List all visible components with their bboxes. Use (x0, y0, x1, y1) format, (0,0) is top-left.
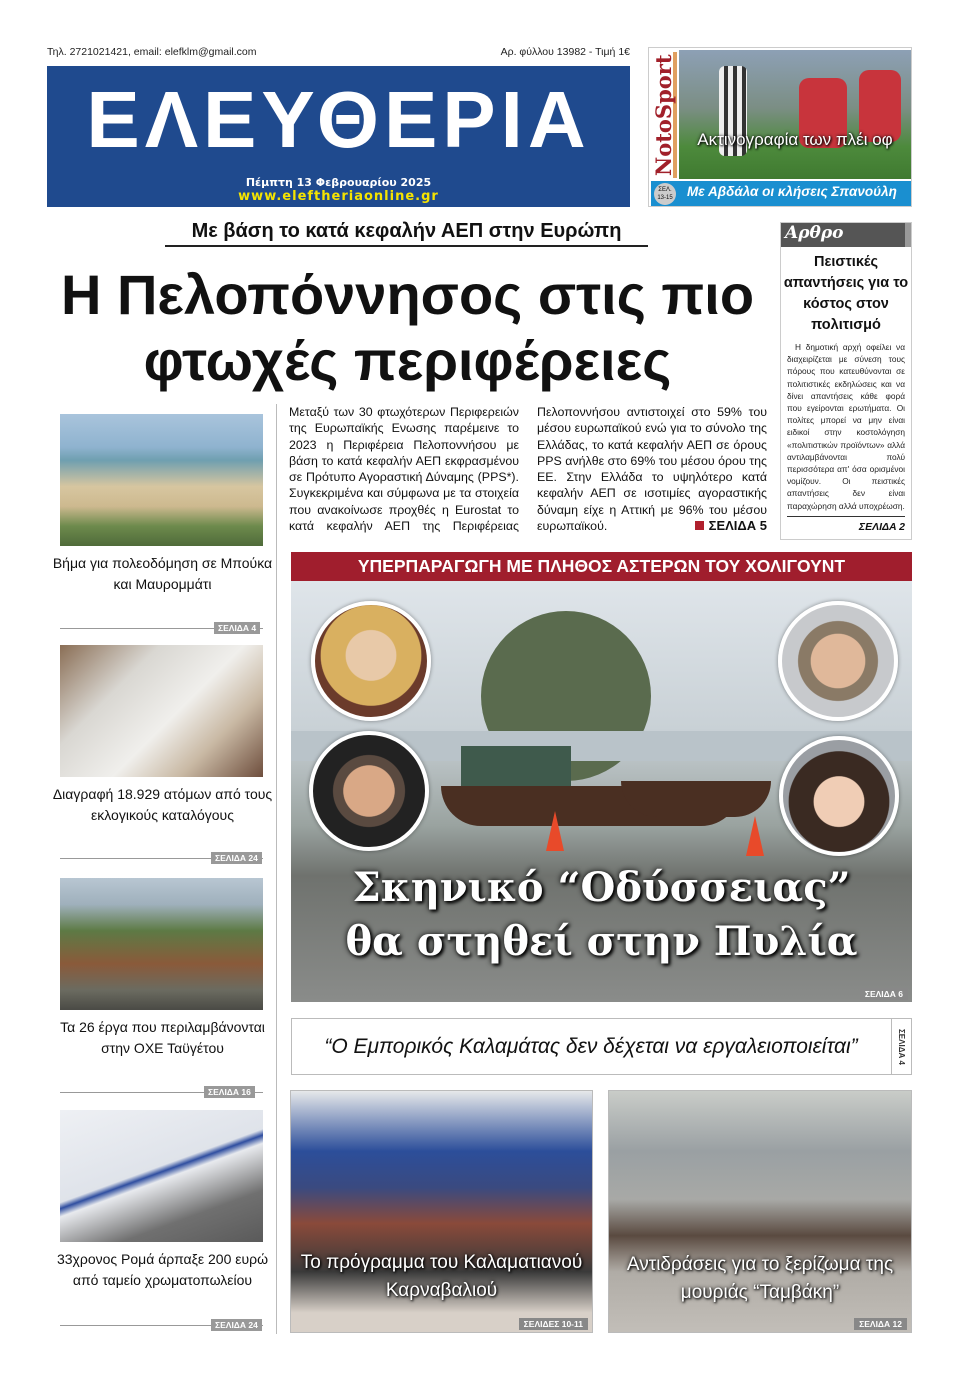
opinion-title: Πειστικές απαντήσεις για το κόστος στον πολιτισμό (783, 254, 909, 333)
mountain-road-photo[interactable] (60, 878, 263, 1010)
lead-kicker: Με βάση το κατά κεφαλήν ΑΕΠ στην Ευρώπη (165, 220, 648, 247)
sport-headline-bar (651, 181, 911, 206)
page-ref: ΣΕΛΙΔΑ 24 (211, 852, 262, 864)
newspaper-logo: ΕΛΕΥΘΕΡΙΑ (86, 75, 591, 164)
page-ref: ΣΕΛΙΔΑ 4 (214, 622, 260, 634)
police-car-photo[interactable] (60, 1110, 263, 1242)
portrait-actor-1 (309, 731, 429, 851)
feature-banner: ΥΠΕΡΠΑΡΑΓΩΓΗ ΜΕ ΠΛΗΘΟΣ ΑΣΤΕΡΩΝ ΤΟΥ ΧΟΛΙΓΟΥΝΤ (291, 552, 912, 581)
football-photo (679, 50, 911, 179)
portrait-actress-2 (779, 736, 899, 856)
story-caption[interactable]: Βήμα για πολεοδόμηση σε Μπούκα και Μαυρομμάτι (52, 555, 273, 592)
caption-line: θα στηθεί στην Πυλία (345, 918, 858, 965)
sport-teaser[interactable] (648, 47, 912, 207)
page-ref: ΣΕΛΙΔΑ 24 (211, 1319, 262, 1331)
page-ref: ΣΕΛΙΔΑ 6 (860, 988, 908, 1000)
carnival-photo[interactable] (290, 1090, 593, 1333)
page-ref: ΣΕΛΙΔΑ 12 (854, 1318, 907, 1330)
opinion-article[interactable] (780, 222, 912, 540)
quote-text: “Ο Εμπορικός Καλαμάτας δεν δέχεται να εργαλειοποιείται” (324, 1035, 858, 1058)
story-caption[interactable]: Τα 26 έργα που περιλαμβάνονται στην ΟΧΕ Ταϋγέτου (60, 1019, 265, 1056)
story-caption[interactable]: 33χρονος Ρομά άρπαξε 200 ευρώ από ταμείο χρωματοπωλείου (56, 1251, 269, 1288)
notosport-logo: NotoSport (651, 52, 677, 178)
opinion-body: Η δημοτική αρχή οφείλει να διαχειρίζεται με σύνεση τους πόρους που κατευθύνονται σε πολιτιστικές εκδηλώσεις και να δίνει απαντήσεις κάθε φορά που εγείρονται ερωτήματα. Οι πολίτες μπορεί να μην είναι ειδικοί στην κοστολόγηση «πολιτιστικών προϊόντων» αλλά αντιλαμβάνονται πολύ περισσότερα απ' όσα ορισμένοι νομίζουν. Οι πειστικές απαντήσεις δεν είναι παραχώρηση αλλά υποχρέωση. (787, 342, 905, 511)
bottom-caption: Το πρόγραμμα του Καλαματιανού Καρναβαλιού (300, 1252, 583, 1301)
opinion-label: Αρθρο (781, 223, 911, 247)
masthead[interactable] (47, 66, 630, 207)
portrait-actor-2 (778, 601, 898, 721)
tree-removal-photo[interactable] (608, 1090, 912, 1333)
pages-value: 13-15 (657, 195, 673, 201)
page-ref: ΣΕΛΙΔΑ 16 (204, 1086, 255, 1098)
issue-date: Πέμπτη 13 Φεβρουαρίου 2025 (245, 176, 432, 189)
website-link[interactable]: www.eleftheriaonline.gr (238, 189, 439, 204)
ballots-photo[interactable] (60, 645, 263, 777)
story-caption[interactable]: Διαγραφή 18.929 ατόμων από τους εκλογικούς καταλόγους (52, 786, 273, 823)
bottom-caption: Αντιδράσεις για το ξερίζωμα της μουριάς “Ταμβάκη” (626, 1254, 894, 1303)
feature-photo[interactable] (291, 581, 912, 1002)
pull-quote[interactable] (291, 1018, 912, 1075)
page-ref: ΣΕΛΙΔΕΣ 10-11 (519, 1318, 588, 1330)
page-ref: ΣΕΛΙΔΑ 4 (891, 1019, 911, 1074)
lead-body-text: Μεταξύ των 30 φτωχότερων Περιφερειών της Ευρωπαϊκής Ενωσης παρέμεινε το 2023 η Περιφέρεια Πελοποννήσου με βάση το κατά κεφαλήν ΑΕΠ εκφρασμένου σε Πρότυπο Αγοραστική Δύναμης (PPS*). Συγκεκριμένα και σύμφωνα με τα στοιχεία που ανακοίνωσε προχθές η Eurostat το κατά κεφαλήν ΑΕΠ της Περιφέρειας Πελοποννήσου αντιστοιχεί στο 59% του μέσου ευρωπαϊκού ενώ για το σύνολο της Ελλάδας, το κατά κεφαλήν ΑΕΠ σε όρους PPS ανήλθε στο 69% του μέσου όρου της ΕΕ. Στην Ελλάδα το υψηλότερο κατά κεφαλήν ΑΕΠ σε ισοτιμίες αγοραστικής δύναμη είχε η Αττική με 96% του μέσου ευρωπαϊκού. (289, 405, 767, 534)
caption-line: Σκηνικό “Οδύσσειας” (352, 864, 851, 911)
lead-page-ref[interactable]: ΣΕΛΙΔΑ 5 (695, 518, 767, 534)
sport-pages-badge (654, 183, 676, 205)
sport-caption: Ακτινογραφία των πλέι οφ (697, 130, 893, 149)
portrait-actress-1 (311, 601, 431, 721)
feature-caption (291, 861, 912, 969)
lead-body (289, 404, 767, 534)
pages-label: ΣΕΛ. (658, 187, 672, 193)
issue-info: Αρ. φύλλου 13982 - Τιμή 1€ (500, 46, 630, 58)
opinion-page: ΣΕΛΙΔΑ 2 (787, 516, 905, 533)
beach-photo[interactable] (60, 414, 263, 546)
sport-headline: Με Αβδάλα οι κλήσεις Σπανούλη (687, 184, 897, 199)
column-divider (276, 404, 277, 1334)
contact-info: Τηλ. 2721021421, email: elefklm@gmail.com (47, 46, 257, 58)
lead-headline[interactable]: Η Πελοπόννησος στις πιο φτωχές περιφέρειες (60, 263, 755, 392)
